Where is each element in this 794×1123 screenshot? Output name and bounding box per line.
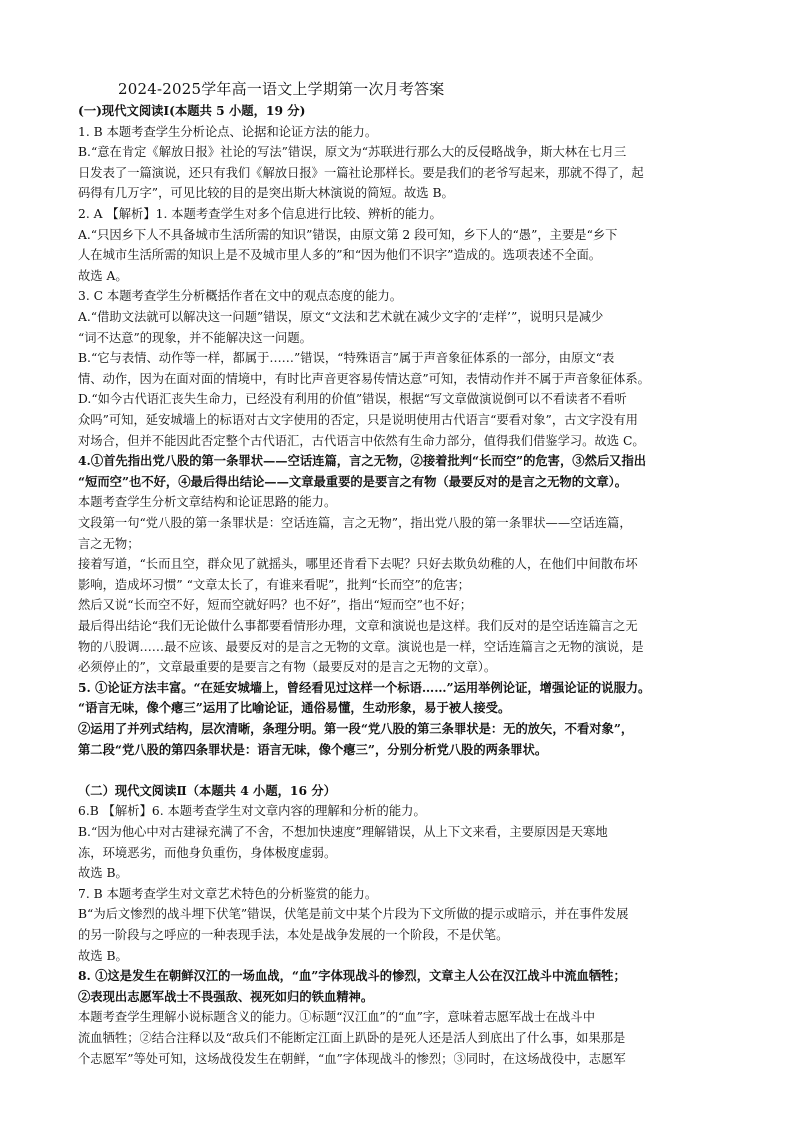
text-line: ②表现出志愿军战士不畏强敌、视死如归的铁血精神。 bbox=[78, 988, 374, 1004]
text-line: 8. ①这是发生在朝鲜汉江的一场血战，“血”字体现战斗的惨烈，文章主人公在汉江战斗中流血牺牲； bbox=[78, 968, 626, 984]
text-line: B“为后文惨烈的战斗埋下伏笔”错误，伏笔是前文中某个片段为下文所做的提示或暗示，并在事件发展 bbox=[78, 907, 629, 922]
text-line: 流血牺牲；②结合注释以及“敌兵们不能断定江面上趴卧的是死人还是活人到底出了什么事，如果那是 bbox=[78, 1031, 626, 1045]
text-line: 7. B 本题考查学生对文章艺术特色的分析鉴赏的能力。 bbox=[78, 886, 378, 901]
text-line: 然后又说“长而空不好，短而空就好吗？也不好”，指出“短而空”也不好； bbox=[78, 598, 473, 613]
text-line: 1. B 本题考查学生分析论点、论据和论证方法的能力。 bbox=[78, 124, 378, 139]
text-line: 2. A 【解析】1. 本题考查学生对多个信息进行比较、辨析的能力。 bbox=[78, 207, 442, 221]
text-line: （二）现代文阅读Ⅱ（本题共 4 小题，16 分） bbox=[78, 782, 336, 798]
text-line: 日发表了一篇演说，还只有我们《解放日报》一篇社论那样长。要是我们的老爷写起来，那就不得了，起 bbox=[78, 165, 644, 180]
text-line: ②运用了并列式结构，层次清晰，条理分明。第一段“党八股的第三条罪状是：无的放矢，不看对象”， bbox=[78, 721, 634, 736]
text-line: 接着写道，“长而且空，群众见了就摇头，哪里还肯看下去呢？只好去欺负幼稚的人，在他们中间散布坏 bbox=[78, 557, 638, 572]
text-line: 故选 A。 bbox=[78, 268, 128, 283]
text-line: 影响，造成坏习惯” “文章太长了，有谁来看呢”，批判“长而空”的危害； bbox=[78, 577, 470, 592]
text-line: 冻，环境恶劣，而他身负重伤，身体极度虚弱。 bbox=[78, 845, 337, 860]
text-line: “语言无味，像个瘪三”运用了比喻论证，通俗易懂，生动形象，易于被人接受。 bbox=[78, 700, 511, 716]
text-line: 本题考查学生理解小说标题含义的能力。①标题“汉江血”的“血”字，意味着志愿军战士在战斗中 bbox=[78, 1010, 596, 1025]
text-line: 个志愿军”等处可知，这场战役发生在朝鲜，“血”字体现战斗的惨烈；③同时，在这场战役中，志愿军 bbox=[78, 1051, 626, 1066]
text-line: 5. ①论证方法丰富。“在延安城墙上，曾经看见过这样一个标语……”运用举例论证，增强论证的说服力。 bbox=[78, 679, 651, 695]
text-line: 物的八股调……最不应该、最要反对的是言之无物的文章。演说也是一样，空话连篇言之无物的演说，是 bbox=[78, 639, 644, 654]
text-line: 故选 B。 bbox=[78, 948, 128, 963]
text-line: D.“如今古代语汇丧失生命力，已经没有利用的价值”错误，根据“写文章做演说倒可以不看读者不看听 bbox=[78, 392, 627, 407]
text-line: 情、动作，因为在面对面的情境中，有时比声音更容易传情达意”可知，表情动作并不属于声音象征体系。 bbox=[78, 371, 650, 386]
text-line: 言之无物； bbox=[78, 536, 140, 551]
text-line: 众吗”可知，延安城墙上的标语对古文字使用的否定，只是说明使用古代语言“要看对象”，古文字没有用 bbox=[78, 413, 638, 427]
text-line: 第二段“党八股的第四条罪状是：语言无味，像个瘪三”，分别分析党八股的两条罪状。 bbox=[78, 741, 548, 757]
text-line: 人在城市生活所需的知识上是不及城市里人多的”和“因为他们不识字”造成的。选项表述不全面。 bbox=[78, 248, 602, 263]
text-line: 的另一阶段与之呼应的一种表现手法，本处是战争发展的一个阶段，不是伏笔。 bbox=[78, 928, 509, 942]
text-line bbox=[78, 760, 766, 780]
text-line: 最后得出结论“我们无论做什么事都要看情形办理，文章和演说也是这样。我们反对的是空话连篇言之无 bbox=[78, 619, 638, 633]
text-line: 对场合，但并不能因此否定整个古代语汇，古代语言中依然有生命力部分，值得我们借鉴学习。故选 C。 bbox=[78, 433, 645, 448]
text-line: A.“只因乡下人不具备城市生活所需的知识”错误，由原文第 2 段可知，乡下人的“愚”，主要是“乡下 bbox=[78, 227, 618, 242]
text-line: 码得有几万字”，可见比较的目的是突出斯大林演说的简短。故选 B。 bbox=[78, 186, 454, 201]
text-line: 4.①首先指出党八股的第一条罪状——空话连篇，言之无物，②接着批判“长而空”的危害，③然后又指出 bbox=[78, 453, 647, 469]
page-title: 2024-2025学年高一语文上学期第一次月考答案 bbox=[118, 80, 445, 98]
text-line: 3. C 本题考查学生分析概括作者在文中的观点态度的能力。 bbox=[78, 289, 403, 304]
text-line: 故选 B。 bbox=[78, 866, 128, 881]
text-line: “短而空”也不好，④最后得出结论——文章最重要的是要言之有物（最要反对的是言之无物的文章）。 bbox=[78, 473, 628, 489]
text-line: B.“它与表情、动作等一样，都属于……”错误，“特殊语言”属于声音象征体系的一部分，由原文“表 bbox=[78, 351, 615, 366]
text-line: B.“意在肯定《解放日报》社论的写法”错误，原文为“苏联进行那么大的反侵略战争，斯大林在七月三 bbox=[78, 145, 627, 160]
text-line: 文段第一句“党八股的第一条罪状是：空话连篇，言之无物”，指出党八股的第一条罪状——空话连篇， bbox=[78, 516, 632, 530]
text-line: 6.B 【解析】6. 本题考查学生对文章内容的理解和分析的能力。 bbox=[78, 804, 426, 819]
text-line: (一)现代文阅读Ⅰ(本题共 5 小题，19 分) bbox=[78, 103, 306, 118]
text-line: “词不达意”的现象，并不能解决这一问题。 bbox=[78, 330, 312, 345]
text-line: A.“借助文法就可以解决这一问题”错误，原文“文法和艺术就在减少文字的‘走样’”，说明只是减少 bbox=[78, 310, 604, 324]
text-line: 必须停止的”，文章最重要的是要言之有物（最要反对的是言之无物的文章）。 bbox=[78, 660, 497, 675]
text-line: B.“因为他心中对古建禄充满了不舍，不想加快速度”理解错误，从上下文来看，主要原因是天寒地 bbox=[78, 825, 608, 839]
text-line: 本题考查学生分析文章结构和论证思路的能力。 bbox=[78, 495, 337, 510]
